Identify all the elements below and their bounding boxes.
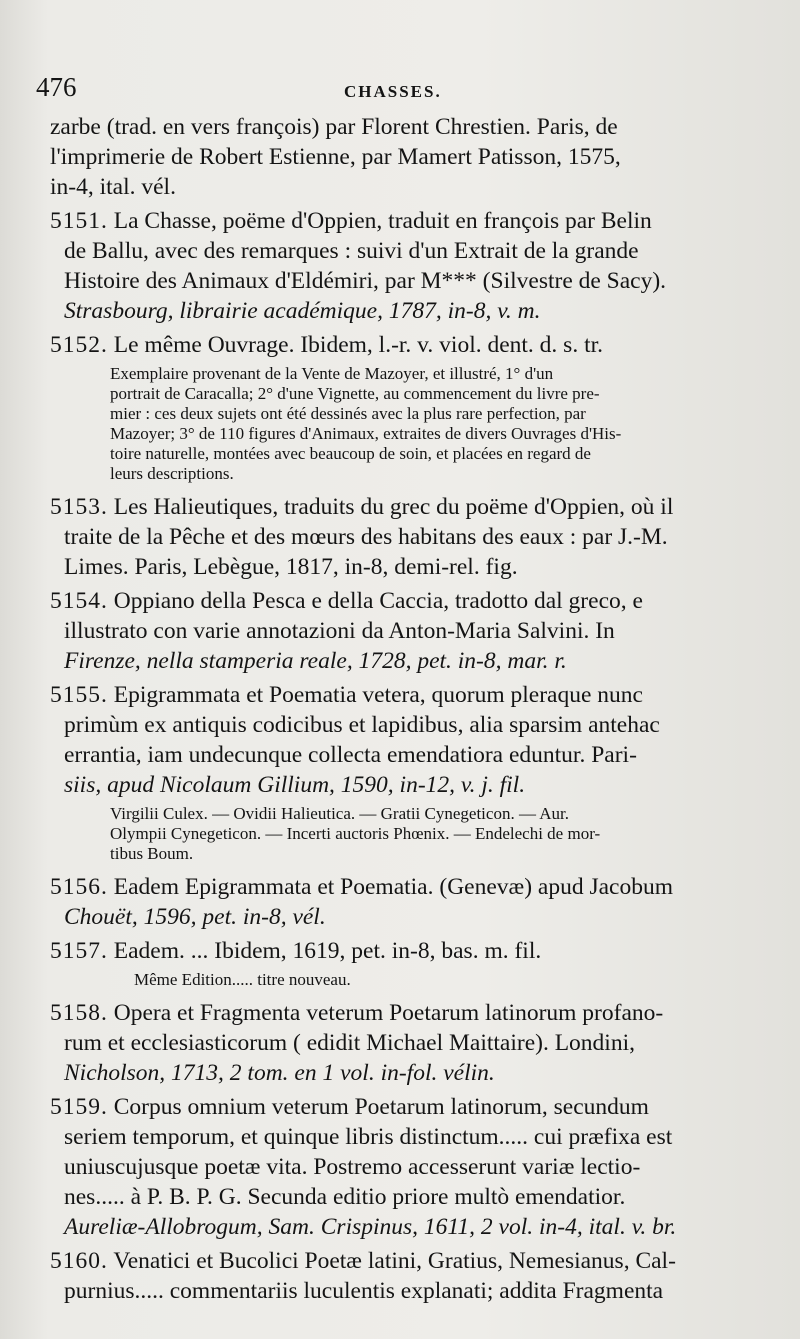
entry-line: Strasbourg, librairie académique, 1787, in-8, v. m. [64, 298, 541, 324]
catalog-entry [50, 492, 770, 582]
entry-line: uniuscujusque poetæ vita. Postremo accesserunt variæ lectio- [64, 1154, 641, 1180]
entry-line: Eadem Epigrammata et Poematia. (Genevæ) apud Jacobum [113, 874, 673, 900]
entry-number: 5156. [50, 874, 108, 900]
entry-line: Histoire des Animaux d'Eldémiri, par M*** (Silvestre de Sacy). [64, 268, 667, 294]
entry-line: Epigrammata et Poematia vetera, quorum pleraque nunc [113, 682, 643, 708]
section-title: CHASSES. [344, 82, 442, 101]
entry-number: 5157. [50, 938, 108, 964]
entry-number: 5160. [50, 1248, 108, 1274]
entry-line: purnius..... commentariis luculentis explanati; addita Fragmenta [64, 1278, 664, 1304]
catalog-entry [50, 1092, 770, 1242]
entry-line: Opera et Fragmenta veterum Poetarum latinorum profano- [113, 1000, 664, 1026]
entry-line: Firenze, nella stamperia reale, 1728, pet. in-8, mar. r. [64, 648, 567, 674]
catalog-entry [50, 586, 770, 676]
entry-line: traite de la Pêche et des mœurs des habitans des eaux : par J.-M. [64, 524, 668, 550]
catalog-entries [50, 112, 770, 1310]
entry-line: primùm ex antiquis codicibus et lapidibus, alia sparsim antehac [64, 712, 660, 738]
entry-number: 5159. [50, 1094, 108, 1120]
catalog-entry [50, 206, 770, 326]
catalog-entry [50, 112, 770, 202]
entry-line: Chouët, 1596, pet. in-8, vél. [64, 904, 326, 930]
note-line: Olympii Cynegeticon. — Incerti auctoris Phœnix. — Endelechi de mor- [110, 824, 601, 843]
catalog-entry [50, 936, 770, 990]
note-line: Virgilii Culex. — Ovidii Halieutica. — Gratii Cynegeticon. — Aur. [110, 804, 570, 823]
note-line: portrait de Caracalla; 2° d'une Vignette, au commencement du livre pre- [110, 384, 600, 403]
catalog-entry [50, 330, 770, 484]
running-head [36, 72, 756, 112]
entry-line: de Ballu, avec des remarques : suivi d'un Extrait de la grande [64, 238, 639, 264]
entry-line: zarbe (trad. en vers françois) par Florent Chrestien. Paris, de [50, 114, 618, 140]
entry-line: l'imprimerie de Robert Estienne, par Mamert Patisson, 1575, [50, 144, 621, 170]
entry-line: Nicholson, 1713, 2 tom. en 1 vol. in-fol. vélin. [64, 1060, 495, 1086]
entry-note [50, 970, 770, 990]
entry-number: 5158. [50, 1000, 108, 1026]
entry-number: 5152. [50, 332, 108, 358]
entry-number: 5154. [50, 588, 108, 614]
entry-line: seriem temporum, et quinque libris distinctum..... cui præfixa est [64, 1124, 673, 1150]
entry-line: Le même Ouvrage. Ibidem, l.-r. v. viol. dent. d. s. tr. [113, 332, 604, 358]
catalog-entry [50, 998, 770, 1088]
entry-line: La Chasse, poëme d'Oppien, traduit en françois par Belin [113, 208, 652, 234]
entry-line: Venatici et Bucolici Poetæ latini, Gratius, Nemesianus, Cal- [113, 1248, 676, 1274]
note-line: Exemplaire provenant de la Vente de Mazoyer, et illustré, 1° d'un [110, 364, 554, 383]
entry-line: nes..... à P. B. P. G. Secunda editio priore multò emendatior. [64, 1184, 626, 1210]
entry-line: in-4, ital. vél. [50, 174, 176, 200]
entry-note [50, 804, 770, 864]
entry-line: rum et ecclesiasticorum ( edidit Michael Maittaire). Londini, [64, 1030, 635, 1056]
page-number: 476 [36, 72, 77, 102]
entry-line: illustrato con varie annotazioni da Anton-Maria Salvini. In [64, 618, 615, 644]
entry-line: siis, apud Nicolaum Gillium, 1590, in-12, v. j. fil. [64, 772, 526, 798]
note-line: leurs descriptions. [110, 464, 234, 483]
note-line: Mazoyer; 3° de 110 figures d'Animaux, extraites de divers Ouvrages d'His- [110, 424, 622, 443]
note-line: mier : ces deux sujets ont été dessinés avec la plus rare perfection, par [110, 404, 586, 423]
entry-line: Oppiano della Pesca e della Caccia, tradotto dal greco, e [113, 588, 643, 614]
entry-line: Aureliæ-Allobrogum, Sam. Crispinus, 1611, 2 vol. in-4, ital. v. br. [64, 1214, 677, 1240]
catalog-entry [50, 1246, 770, 1306]
entry-line: errantia, iam undecunque collecta emendatiora eduntur. Pari- [64, 742, 637, 768]
note-line: tibus Boum. [110, 844, 194, 863]
note-line: toire naturelle, montées avec beaucoup de soin, et placées en regard de [110, 444, 591, 463]
entry-number: 5151. [50, 208, 108, 234]
entry-line: Corpus omnium veterum Poetarum latinorum, secundum [113, 1094, 649, 1120]
entry-note [50, 364, 770, 484]
entry-line: Limes. Paris, Lebègue, 1817, in-8, demi-rel. fig. [64, 554, 518, 580]
entry-line: Les Halieutiques, traduits du grec du poëme d'Oppien, où il [113, 494, 674, 520]
entry-line: Eadem. ... Ibidem, 1619, pet. in-8, bas. m. fil. [113, 938, 542, 964]
entry-number: 5153. [50, 494, 108, 520]
catalog-entry [50, 872, 770, 932]
entry-number: 5155. [50, 682, 108, 708]
catalog-entry [50, 680, 770, 864]
note-line: Même Edition..... titre nouveau. [134, 970, 351, 989]
